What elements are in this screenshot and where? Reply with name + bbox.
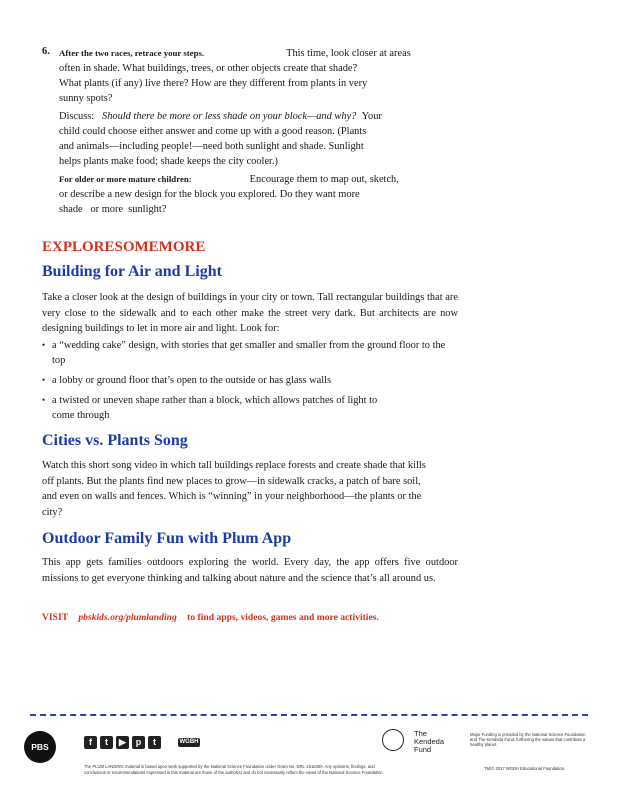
older-children-paragraph <box>59 172 444 217</box>
discuss-paragraph <box>59 109 444 169</box>
explore-kicker: EXPLORESOMEMORE <box>42 239 206 255</box>
disclaimer-line-1: The PLUM LANDING material is based upon work supported by the National Science Foundation under Grant No. DRL-1516400. Any opinions, findings, and <box>84 764 375 769</box>
discuss-text-line: helps plants make food; shade keeps the city cooler.) <box>59 156 279 167</box>
discuss-text-line: child could choose either answer and come up with a good reason. (Plants <box>59 126 367 137</box>
pbs-kids-logo: PBS KIDS <box>24 731 56 763</box>
tumblr-icon[interactable]: t <box>148 736 161 749</box>
kendeda-logo: The Kendeda Fund <box>414 729 445 754</box>
step-text-line: This time, look closer at areas <box>286 48 411 59</box>
facebook-icon[interactable]: f <box>84 736 97 749</box>
list-item: • a twisted or uneven shape rather than a block, which allows patches of light to come through <box>42 393 458 423</box>
building-bullet-list <box>42 338 458 428</box>
discuss-question: Should there be more or less shade on your block—and why? <box>102 111 357 122</box>
step-text-line: often in shade. What buildings, trees, or other objects create that shade? <box>59 63 358 74</box>
visit-label: VISIT <box>42 612 68 623</box>
step-6-paragraph <box>59 46 444 106</box>
discuss-label: Discuss: <box>59 111 95 122</box>
step-number: 6. <box>42 46 50 57</box>
nsf-logo-icon <box>382 729 404 751</box>
visit-line <box>42 612 379 623</box>
discuss-text-line: and animals—including people!—need both sunlight and shade. Sunlight <box>59 141 364 152</box>
list-item: • a lobby or ground floor that’s open to the outside or has glass walls <box>42 373 458 388</box>
wgbh-logo: WGBH <box>179 739 199 745</box>
list-item: • a “wedding cake” design, with stories that get smaller and smaller from the ground floor to the top <box>42 338 458 368</box>
section-title-building: Building for Air and Light <box>42 263 222 280</box>
disclaimer-line-2: conclusions or recommendations expressed in this material are those of the author(s) and do not necessarily reflect the views of the National Science Foundation. <box>84 770 384 775</box>
visit-link[interactable]: pbskids.org/plumlanding <box>78 612 177 623</box>
copyright: TM/© 2017 WGBH Educational Foundation. <box>484 766 566 771</box>
older-text-line: Encourage them to map out, sketch, <box>249 174 399 185</box>
section-title-song: Cities vs. Plants Song <box>42 432 188 449</box>
song-paragraph: Watch this short song video in which tall buildings replace forests and create shade that kills off plants. But the plants find new places to grow—in sidewalk cracks, a patch of bare soil, and even on walls and fences. Which is “winning” in your neighborhood—the plants or the city? <box>42 460 426 518</box>
step-text-line: What plants (if any) live there? How are they different from plants in very <box>59 78 368 89</box>
footer-divider <box>30 714 588 716</box>
section-title-app: Outdoor Family Fun with Plum App <box>42 530 292 547</box>
funding-text: Major Funding is provided by the National Science Foundation and The Kendeda Fund, furthering the values that contribute a healthy planet. <box>470 732 586 747</box>
older-text-line: or describe a new design for the block you explored. Do they want more <box>59 189 360 200</box>
youtube-icon[interactable]: ▶ <box>116 736 129 749</box>
pinterest-icon[interactable]: p <box>132 736 145 749</box>
older-text-line: shade or more sunlight? <box>59 204 167 215</box>
visit-rest: to find apps, videos, games and more activities. <box>187 612 379 623</box>
older-label: For older or more mature children: <box>59 174 192 184</box>
app-paragraph: This app gets families outdoors exploring the world. Every day, the app offers five outdoor missions to get everyone thinking and talking about nature and the science that’s all around us. <box>42 557 458 584</box>
twitter-icon[interactable]: t <box>100 736 113 749</box>
building-paragraph: Take a closer look at the design of buildings in your city or town. Tall rectangular buildings that are very close to the sidewalk and to each other make the street very dark. But architects are now designing buildings to let in more air and light. Look for: <box>42 292 458 334</box>
step-text-line: sunny spots? <box>59 93 113 104</box>
step-lead: After the two races, retrace your steps. <box>59 48 205 58</box>
discuss-text-line: Your <box>361 111 382 122</box>
